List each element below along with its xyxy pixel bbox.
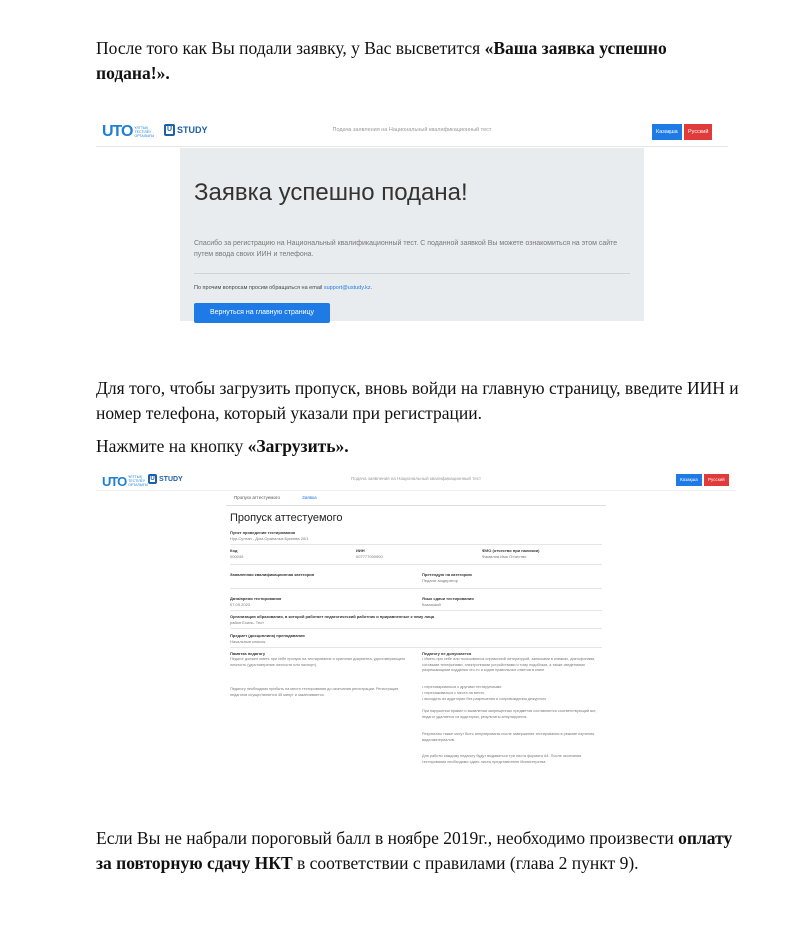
- divider: [230, 544, 602, 545]
- lang-kz-button[interactable]: Казақша: [676, 474, 702, 486]
- field-value: Педагог-модератор: [422, 578, 458, 583]
- divider: [230, 628, 602, 629]
- ustudy-logo-icon: U: [164, 124, 175, 136]
- not-allowed-item: • переговариваться с другими тестируемыми: [422, 685, 502, 689]
- field-value: Фамилия Имя Отчество: [482, 554, 527, 559]
- uto-logo-subtext: ҰЛТТЫҚ ТЕСТІЛЕУ ОРТАЛЫҒЫ: [128, 475, 148, 487]
- screenshot-pass: [96, 470, 736, 810]
- field-value: Начальные классы: [230, 639, 266, 644]
- field-label: Предмет (дисциплина) преподавания: [230, 633, 305, 638]
- paragraph-retake: [96, 826, 741, 876]
- text: Нажмите на кнопку: [96, 436, 248, 456]
- paragraph-upload: [96, 434, 741, 459]
- lang-ru-button[interactable]: Русский: [704, 474, 729, 486]
- field-label: Организация образования, в которой работает педагогический работник и приравненные к нему лица: [230, 614, 435, 619]
- divider: [194, 273, 630, 274]
- tabs: [226, 492, 606, 506]
- ustudy-logo-text: STUDY: [159, 475, 183, 483]
- not-allowed-item: Результаты также могут быть аннулированы после завершения тестирования в режиме изучения видеоматериалов.: [422, 732, 595, 742]
- memo-text: Педагог должен иметь при себе пропуск на тестирование и оригинал документа, удостоверяющего личность (удостоверение личности или паспорт).: [230, 657, 406, 667]
- not-allowed-label: Педагогу не допускается: [422, 651, 472, 656]
- success-panel: [180, 148, 644, 321]
- field-value: Нур-Султан - Дом-Ораналыз Букеева 20/1: [230, 536, 309, 541]
- field-value: Казахский: [422, 602, 441, 607]
- lang-ru-button[interactable]: Русский: [684, 124, 712, 140]
- paragraph-login: Для того, чтобы загрузить пропуск, вновь войди на главную страницу, введите ИИН и номер телефона, который указали при регистрации.: [96, 378, 739, 423]
- back-to-main-button[interactable]: Вернуться на главную страницу: [194, 303, 330, 323]
- memo-label: Памятка педагогу: [230, 651, 266, 656]
- screenshot-success: [96, 118, 728, 324]
- memo-text: Педагогу необходимо прибыть на место тестирования до окончания регистрации. Регистрация педагогов осуществляется 45 минут и заканчивается.: [230, 687, 399, 697]
- uto-logo: [102, 472, 146, 490]
- field-value: район Есиль. Тест: [230, 620, 265, 625]
- lang-kz-button[interactable]: Казақша: [652, 124, 682, 140]
- field-label: Язык сдачи тестирования: [422, 596, 474, 601]
- pass-title: Пропуск аттестуемого: [230, 512, 343, 524]
- field-label: Претендую на категорию: [422, 572, 472, 577]
- uto-logo-subtext: ҰЛТТЫҚ ТЕСТІЛЕУ ОРТАЛЫҒЫ: [134, 126, 155, 138]
- navbar: [96, 118, 728, 147]
- field-label: Код: [230, 548, 238, 553]
- field-label: ФИО (отчество при наличии): [482, 548, 540, 553]
- bold-text: «Загрузить».: [247, 436, 349, 456]
- not-allowed-item: • пересаживаться с места на место: [422, 691, 485, 695]
- contact-text: По прочим вопросам просим обращаться на email support@ustudy.kz.: [194, 285, 373, 291]
- paragraph-submitted: [96, 36, 741, 86]
- divider: [230, 588, 602, 589]
- text: После того как Вы подали заявку, у Вас высветится: [96, 38, 485, 58]
- not-allowed-item: При нарушении правил и выявлении запрещенных предметов составляется соответствующий акт, педагог удаляется из аудитории, результаты аннулируются.: [422, 709, 597, 719]
- pass-card: [226, 492, 606, 808]
- uto-logo-text: UTO: [102, 473, 127, 489]
- field-label: ИИН: [356, 548, 365, 553]
- success-heading: Заявка успешно подана!: [194, 179, 468, 206]
- divider: [230, 564, 602, 565]
- tab-application[interactable]: Заявка: [302, 495, 317, 500]
- uto-logo-text: UTO: [102, 123, 133, 140]
- bold-text: «Ваша заявка успешно подана!».: [96, 38, 667, 83]
- nav-title: Подача заявления на Национальный квалификационный тест: [350, 476, 482, 481]
- success-text: Спасибо за регистрацию на Национальный квалификационный тест. С поданной заявкой Вы можете ознакомиться на этом сайте путем ввода своих ИИН и телефона.: [194, 240, 618, 258]
- nav-title: Подача заявления на Национальный квалификационный тест: [332, 127, 492, 133]
- divider: [230, 647, 602, 648]
- divider: [230, 610, 602, 611]
- ustudy-logo-icon: U: [148, 474, 157, 484]
- bold-text: оплату за повторную сдачу НКТ: [96, 828, 733, 873]
- contact-label: По прочим вопросам просим обращаться на email: [194, 285, 324, 291]
- field-value: 007777000000: [356, 554, 383, 559]
- support-email-link[interactable]: support@ustudy.kz: [323, 285, 371, 291]
- not-allowed-item: • Иметь при себе или пользоваться справочной литературой, записками в книжках, диктофонами, сотовыми телефонами, электронными устройствами и тому подобным, а также сведениями разрешающими подделка что-то и кодов правильных ответов в книге: [422, 657, 596, 672]
- ustudy-logo-text: STUDY: [177, 125, 208, 135]
- not-allowed-item: • выходить из аудитории без разрешения и сопровождения дежурного: [422, 697, 547, 701]
- not-allowed-item: Для работы каждому педагогу будут выдаваться три листа формата А4. После окончания тестирования необходимо сдать листы представителю Министерства.: [422, 754, 582, 764]
- field-label: Дата/время тестирования: [230, 596, 282, 601]
- tab-pass[interactable]: Пропуск аттестуемого: [234, 495, 281, 500]
- field-label: Пункт проведения тестирования: [230, 530, 296, 535]
- field-label: Заявленная квалификационная категория: [230, 572, 315, 577]
- text: в соответствии с правилами (глава 2 пункт 9).: [292, 853, 639, 873]
- navbar: [96, 470, 736, 491]
- field-value: 07.09.2023: [230, 602, 251, 607]
- field-value: 000049: [230, 554, 244, 559]
- text: Если Вы не набрали пороговый балл в ноябре 2019г., необходимо произвести: [96, 828, 679, 848]
